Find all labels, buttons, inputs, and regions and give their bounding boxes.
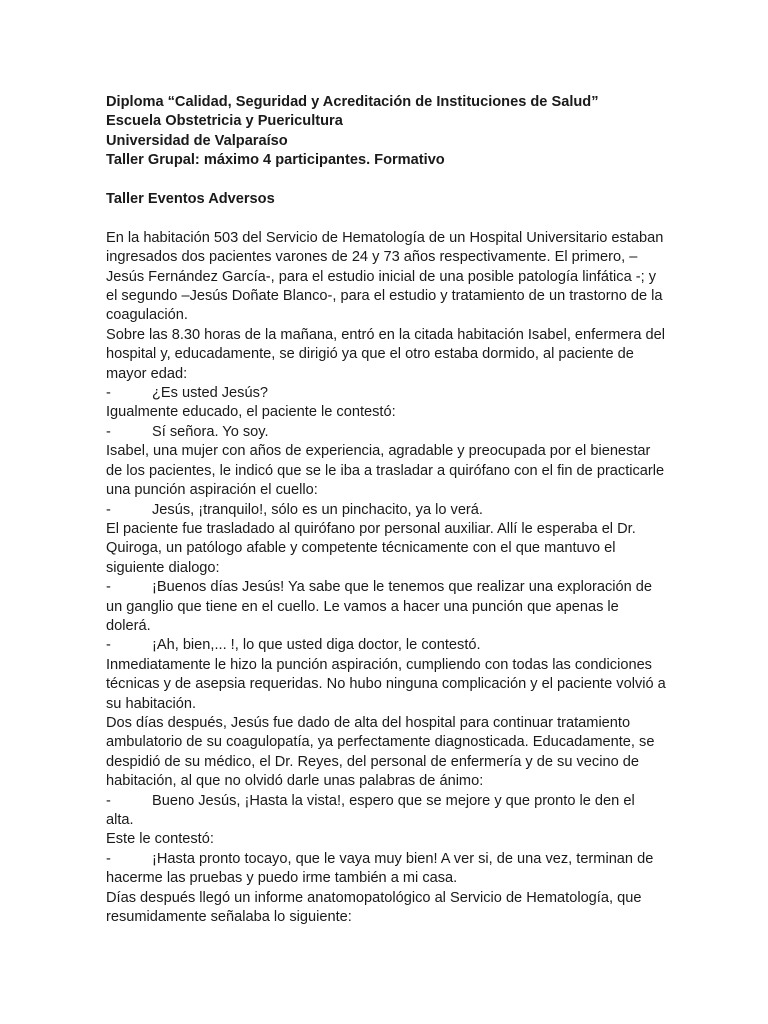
paragraph: En la habitación 503 del Servicio de Hematología de un Hospital Universitario estaban ingresados dos pacientes varones de 24 y 73 años respectivamente. El primero, –Jesús Fernández García-, para el estudio inicial de una posible patología linfática -; y el segundo –Jesús Doñate Blanco-, para el estudio y tratamiento de un trastorno de la coagulación. bbox=[106, 229, 664, 324]
dialog-line bbox=[106, 501, 666, 520]
dialog-text: Bueno Jesús, ¡Hasta la vista!, espero que se mejore y que pronto le den el alta. bbox=[106, 792, 635, 828]
document-body bbox=[106, 229, 666, 928]
paragraph: El paciente fue trasladado al quirófano por personal auxiliar. Allí le esperaba el Dr. Quiroga, un patólogo afable y competente técnicamente con el que mantuvo el siguiente dialogo: bbox=[106, 520, 636, 576]
dialog-dash: - bbox=[106, 850, 111, 867]
paragraph: Sobre las 8.30 horas de la mañana, entró en la citada habitación Isabel, enfermera del hospital y, educadamente, se dirigió ya que el otro estaba dormido, al paciente de mayor edad: bbox=[106, 326, 665, 382]
dialog-text: ¡Hasta pronto tocayo, que le vaya muy bien! A ver si, de una vez, terminan de hacerme las pruebas y puedo irme también a mi casa. bbox=[106, 850, 654, 887]
university-name: Universidad de Valparaíso bbox=[106, 132, 288, 149]
dialog-dash: - bbox=[106, 579, 111, 596]
dialog-line bbox=[106, 792, 666, 831]
paragraph: Inmediatamente le hizo la punción aspiración, cumpliendo con todas las condiciones técnicas y de asepsia requeridas. No hubo ninguna complicación y el paciente volvió a su habitación. bbox=[106, 656, 666, 712]
dialog-text: ¡Ah, bien,... !, lo que usted diga doctor, le contestó. bbox=[152, 637, 481, 654]
dialog-dash: - bbox=[106, 637, 111, 654]
school-name: Escuela Obstetricia y Puericultura bbox=[106, 113, 343, 130]
dialog-dash: - bbox=[106, 501, 111, 518]
paragraph: Igualmente educado, el paciente le contestó: bbox=[106, 404, 396, 421]
paragraph: Días después llegó un informe anatomopatológico al Servicio de Hematología, que resumidamente señalaba lo siguiente: bbox=[106, 889, 642, 926]
dialog-line bbox=[106, 578, 666, 636]
section-title: Taller Eventos Adversos bbox=[106, 191, 275, 208]
dialog-dash: - bbox=[106, 792, 111, 809]
dialog-line bbox=[106, 636, 666, 655]
dialog-dash: - bbox=[106, 423, 111, 440]
dialog-text: ¡Buenos días Jesús! Ya sabe que le tenemos que realizar una exploración de un ganglio que tiene en el cuello. Le vamos a hacer una punción que apenas le dolerá. bbox=[106, 579, 653, 634]
dialog-text: ¿Es usted Jesús? bbox=[152, 385, 268, 402]
paragraph: Este le contestó: bbox=[106, 831, 214, 848]
diploma-title: Diploma “Calidad, Seguridad y Acreditación de Instituciones de Salud” bbox=[106, 94, 599, 110]
dialog-line bbox=[106, 384, 666, 403]
dialog-text: Sí señora. Yo soy. bbox=[152, 423, 269, 440]
dialog-line bbox=[106, 850, 666, 889]
paragraph: Isabel, una mujer con años de experiencia, agradable y preocupada por el bienestar de los pacientes, le indicó que se le iba a trasladar a quirófano con el fin de practicarle una punción aspiración el cuello: bbox=[106, 443, 665, 499]
workshop-info: Taller Grupal: máximo 4 participantes. Formativo bbox=[106, 152, 445, 169]
paragraph: Dos días después, Jesús fue dado de alta del hospital para continuar tratamiento ambulatorio de su coagulopatía, ya perfectamente diagnosticada. Educadamente, se despidió de su médico, el Dr. Reyes, del personal de enfermería y de su vecino de habitación, al que no olvidó darle unas palabras de ánimo: bbox=[106, 714, 655, 790]
document-page bbox=[106, 93, 666, 927]
dialog-dash: - bbox=[106, 385, 111, 402]
document-header bbox=[106, 93, 666, 171]
dialog-line bbox=[106, 423, 666, 442]
dialog-text: Jesús, ¡tranquilo!, sólo es un pinchacito, ya lo verá. bbox=[152, 501, 483, 518]
